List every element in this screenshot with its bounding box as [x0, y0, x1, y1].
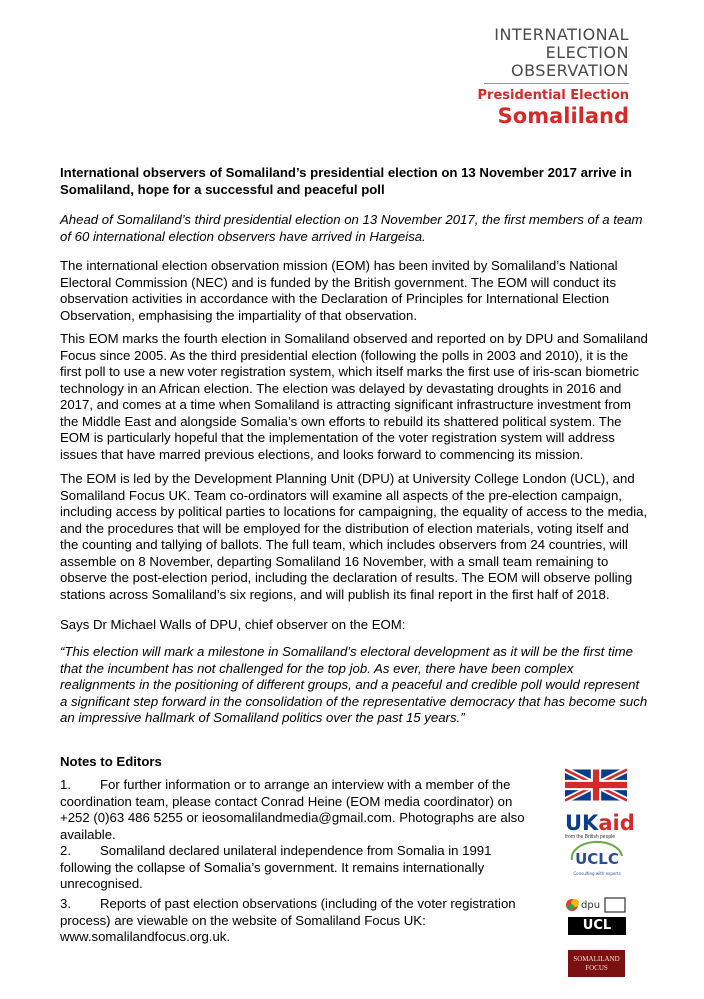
paragraph-mission-lead: The EOM is led by the Development Planning Unit (DPU) at University College London (UCL), and Somaliland Focus UK. Team co-ordinators will examine all aspects of the pre-election campaign, including access by political parties to locations for campaigning, the equality of access to the media, and the procedures that will be employed for the distribution of election materials, voting itself and the counting and tallying of ballots. The full team, which includes observers from 24 countries, will assemble on 8 November, departing Somaliland 16 November, with a small team remaining to observe the post-election period, including the declaration of results. The EOM will observe polling stations across Somaliland’s six regions, and will publish its final report in the first half of 2018. [60, 471, 648, 602]
logo-line-somaliland: Somaliland [497, 104, 629, 128]
ukaid-uk: UK [565, 811, 599, 835]
ukaid-tagline: from the British people [565, 834, 616, 840]
uclc-logo [566, 840, 628, 878]
headline: International observers of Somaliland’s presidential election on 13 November 2017 arrive in Somaliland, hope for a successful and peaceful poll [60, 165, 632, 197]
logo-rule [484, 83, 629, 84]
ucl-wordmark: UCL [582, 918, 612, 933]
logo-line-observation: OBSERVATION [511, 61, 629, 80]
chief-observer-quote: “This election will mark a milestone in Somaliland’s electoral development as it will be the first time that the incumbent has not challenged for the top job. As ever, there have been complex realignments in the positioning of different groups, and a peaceful and credible poll would represent a significant step forward in the consolidation of the representative democracy that has become such an impressive hallmark of Somaliland politics over the past 15 years.” [60, 644, 648, 725]
note-number: 1. [60, 777, 71, 792]
uclc-wordmark: UCLC [575, 850, 619, 868]
paragraph-background: This EOM marks the fourth election in Somaliland observed and reported on by DPU and Somaliland Focus since 2005. As the third presidential election (following the polls in 2003 and 2010), it is the first poll to use a new voter registration system, which itself marks the first use of iris-scan biometric technology in an African election. The election was delayed by devastating droughts in 2016 and 2017, and comes at a time when Somaliland is attracting significant infrastructure investment from the Middle East and alongside Somalia’s own efforts to rebuild its shattered political system. The EOM is particularly hopeful that the implementation of the voter registration system will address issues that have marred previous elections, and looks forward to commencing its mission. [60, 331, 648, 462]
dpu-logo [565, 895, 629, 915]
attribution: Says Dr Michael Walls of DPU, chief observer on the EOM: [60, 617, 406, 632]
logo-line-presidential: Presidential Election [477, 88, 629, 103]
note-number: 3. [60, 896, 71, 911]
logo-year [631, 24, 679, 132]
uclc-tagline: Consulting with experts [573, 871, 621, 876]
eom-logo [470, 24, 675, 132]
dpu-wordmark: dpu [581, 900, 601, 911]
note-item [60, 896, 540, 946]
logo-line-international: INTERNATIONAL [494, 25, 629, 44]
lede: Ahead of Somaliland’s third presidential election on 13 November 2017, the first members of a team of 60 international election observers have arrived in Hargeisa. [60, 212, 643, 244]
note-item [60, 777, 540, 843]
note-item [60, 843, 540, 893]
ucl-logo [568, 917, 626, 935]
ukaid-wordmark [565, 811, 635, 835]
note-text: Reports of past election observations (including of the voter registration process) are viewable on the website of Somaliland Focus UK: www.somalilandfocus.org.uk. [60, 896, 516, 944]
union-flag-icon [565, 765, 627, 805]
ukaid-aid: aid [598, 811, 635, 835]
somaliland-focus-line1: SOMALILAND [573, 955, 620, 963]
note-number: 2. [60, 843, 71, 858]
paragraph-invitation: The international election observation mission (EOM) has been invited by Somaliland’s National Electoral Commission (NEC) and is funded by the British government. The EOM will conduct its observation activities in accordance with the Declaration of Principles for International Election Observation, emphasising the impartiality of that observation. [60, 258, 618, 323]
notes-heading: Notes to Editors [60, 754, 162, 769]
ukaid-logo [565, 765, 635, 840]
somaliland-focus-line2: FOCUS [585, 964, 608, 972]
logo-line-election: ELECTION [545, 43, 629, 62]
note-text: Somaliland declared unilateral independence from Somalia in 1991 following the collapse of Somalia’s government. It remains internationally unrecognised. [60, 843, 492, 891]
somaliland-focus-logo [568, 950, 625, 977]
note-text: For further information or to arrange an interview with a member of the coordination team, please contact Conrad Heine (EOM media coordinator) on +252 (0)63 486 5255 or ieosomalilandmedia@gmail.com. Photographs are also available. [60, 777, 525, 842]
